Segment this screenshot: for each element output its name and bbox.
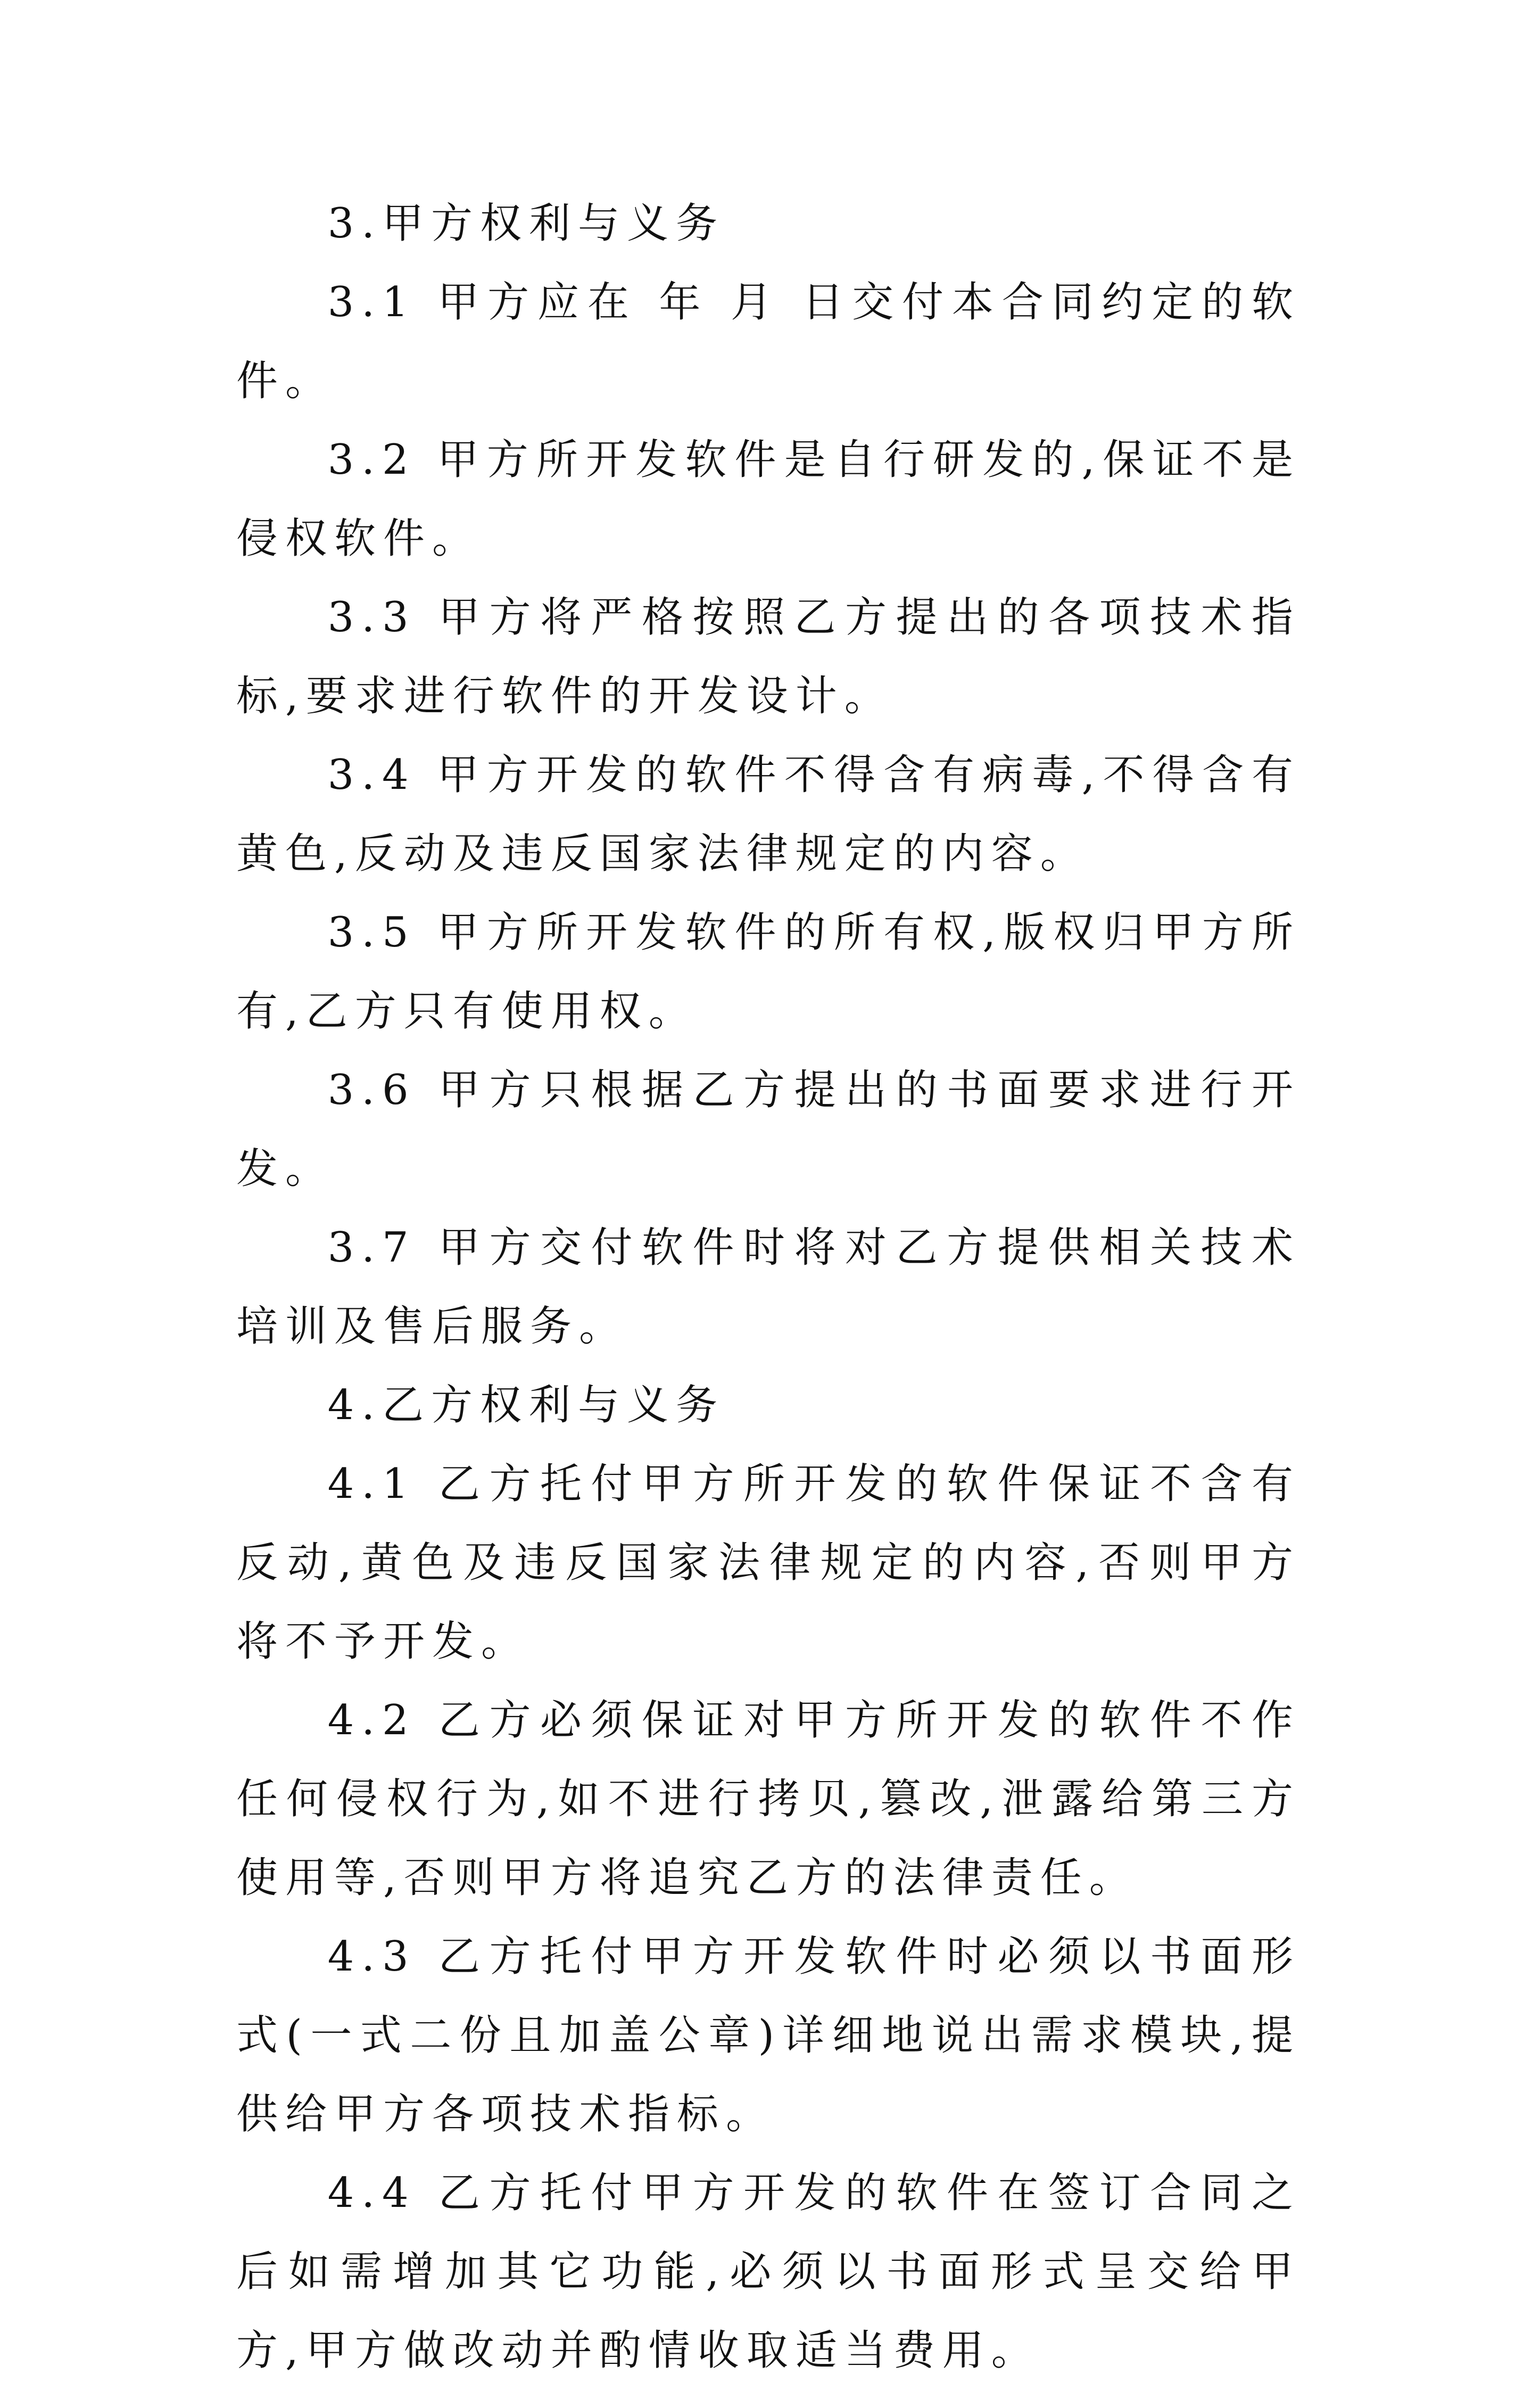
clause-4-3: 4.3 乙方托付甲方开发软件时必须以书面形式(一式二份且加盖公章)详细地说出需求模块,提供给甲方各项技术指标。	[236, 1933, 1301, 2138]
clause-4-4: 4.4 乙方托付甲方开发的软件在签订合同之后如需增加其它功能,必须以书面形式呈交给甲方,甲方做改动并酌情收取适当费用。	[236, 2169, 1301, 2375]
clause-4-2: 4.2 乙方必须保证对甲方所开发的软件不作任何侵权行为,如不进行拷贝,篡改,泄露给第三方使用等,否则甲方将追究乙方的法律责任。	[236, 1696, 1301, 1902]
section-heading-3: 3.甲方权利与义务	[327, 200, 725, 248]
clause-4-1: 4.1 乙方托付甲方所开发的软件保证不含有反动,黄色及违反国家法律规定的内容,否则甲方将不予开发。	[236, 1460, 1301, 1666]
clause-3-3: 3.3 甲方将严格按照乙方提出的各项技术指标,要求进行软件的开发设计。	[236, 594, 1301, 720]
clause-3-1: 3.1 甲方应在 年 月 日交付本合同约定的软件。	[236, 278, 1301, 405]
clause-3-5: 3.5 甲方所开发软件的所有权,版权归甲方所有,乙方只有使用权。	[236, 909, 1301, 1035]
clause-3-7: 3.7 甲方交付软件时将对乙方提供相关技术培训及售后服务。	[236, 1224, 1301, 1350]
document-body	[236, 184, 1301, 2390]
clause-3-4: 3.4 甲方开发的软件不得含有病毒,不得含有黄色,反动及违反国家法律规定的内容。	[236, 751, 1301, 878]
section-heading-4: 4.乙方权利与义务	[327, 1381, 725, 1429]
clause-3-2: 3.2 甲方所开发软件是自行研发的,保证不是侵权软件。	[236, 436, 1301, 563]
clause-3-6: 3.6 甲方只根据乙方提出的书面要求进行开发。	[236, 1066, 1301, 1193]
